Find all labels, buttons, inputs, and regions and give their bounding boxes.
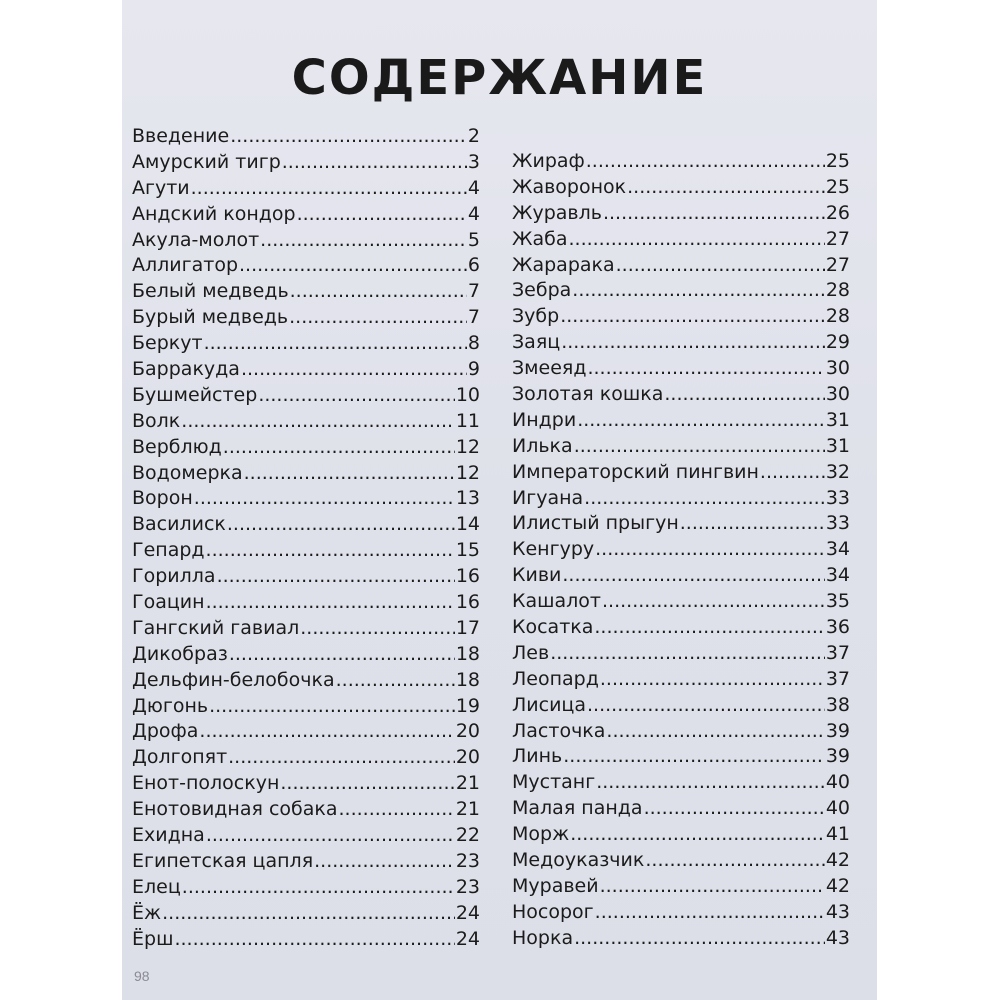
toc-entry [132,254,480,280]
toc-entry [512,616,850,642]
book-page [122,0,877,1000]
dot-leader [336,669,455,691]
dot-leader [194,487,455,509]
toc-entry-title: Ёж [132,901,162,924]
toc-entry [512,797,850,823]
toc-entry-title: Муравей [512,874,599,897]
dot-leader [258,384,455,406]
toc-entry-title: Ехидна [132,824,205,847]
toc-entry [512,590,850,616]
toc-entry [512,305,850,331]
dot-leader [239,254,467,276]
toc-entry-title: Енот-полоскун [132,772,280,795]
toc-entry [132,539,480,565]
dot-leader [587,357,824,379]
toc-entry-page: 7 [467,280,480,303]
toc-entry-page: 24 [455,901,480,924]
toc-entry [132,436,480,462]
dot-leader [570,823,825,845]
toc-entry-title: Кенгуру [512,538,595,561]
toc-entry [132,177,480,203]
toc-entry [512,901,850,927]
toc-entry [132,384,480,410]
dot-leader [244,462,455,484]
toc-entry-page: 32 [825,460,850,483]
toc-entry-page: 25 [825,175,850,198]
toc-entry-title: Акула-молот [132,228,260,251]
toc-entry [132,462,480,488]
toc-entry-title: Введение [132,125,230,147]
toc-entry-page: 28 [825,305,850,328]
dot-leader [568,228,824,250]
dot-leader [290,280,467,302]
toc-entry-title: Енотовидная собака [132,798,338,821]
toc-entry-page: 3 [467,150,480,173]
dot-leader [680,512,825,534]
toc-entry-page: 43 [825,900,850,923]
toc-entry-page: 37 [825,641,850,664]
toc-entry-page: 19 [455,694,480,717]
toc-entry-title: Жаворонок [512,175,627,198]
toc-entry-page: 34 [825,538,850,561]
toc-entry-page: 33 [825,512,850,535]
toc-entry [512,512,850,538]
dot-leader [645,849,824,871]
toc-entry-title: Илистый прыгун [512,512,679,535]
toc-entry-page: 31 [825,408,850,431]
toc-entry [512,564,850,590]
toc-entry-title: Дюгонь [132,694,209,717]
toc-entry-page: 7 [467,306,480,329]
toc-entry-title: Жарарака [512,253,615,276]
toc-entry-title: Амурский тигр [132,150,281,173]
toc-entry-title: Беркут [132,332,203,355]
toc-entry-title: Мустанг [512,771,596,794]
toc-entry-page: 31 [825,434,850,457]
toc-entry-page: 40 [825,771,850,794]
dot-leader [562,564,824,586]
dot-leader [600,668,825,690]
toc-entry [132,125,480,151]
toc-entry-page: 26 [825,201,850,224]
toc-entry [132,643,480,669]
dot-leader [760,461,825,483]
dot-leader [209,695,455,717]
toc-entry-page: 40 [825,797,850,820]
toc-entry-title: Барракуда [132,358,240,381]
toc-entry [512,254,850,280]
toc-entry-title: Носорог [512,900,594,923]
toc-entry-page: 12 [455,435,480,458]
toc-entry [132,487,480,513]
toc-entry-page: 11 [455,409,480,432]
toc-entry-page: 27 [825,227,850,250]
toc-entry-page: 10 [455,383,480,406]
toc-entry-page: 16 [455,565,480,588]
toc-entry-page: 20 [455,720,480,743]
dot-leader [223,436,455,458]
dot-leader [280,772,454,794]
dot-leader [602,590,825,612]
toc-entry-title: Верблюд [132,435,222,458]
dot-leader [586,150,825,172]
dot-leader [600,875,825,897]
toc-entry [512,745,850,771]
toc-entry [132,669,480,695]
dot-leader [204,332,467,354]
toc-entry-page: 9 [467,358,480,381]
toc-entry [512,357,850,383]
toc-entry [132,358,480,384]
toc-entry [512,823,850,849]
toc-entry-page: 28 [825,279,850,302]
toc-entry-title: Ворон [132,487,193,510]
toc-entry-page: 23 [455,849,480,872]
toc-entry [512,927,850,953]
toc-entry [132,229,480,255]
toc-entry [132,591,480,617]
dot-leader [563,745,825,767]
toc-entry-title: Норка [512,926,574,949]
page-title: СОДЕРЖАНИЕ [291,50,708,107]
dot-leader [162,902,455,924]
dot-leader [596,771,825,793]
toc-entry [132,617,480,643]
toc-entry-title: Змееяд [512,357,587,380]
toc-entry-title: Водомерка [132,461,243,484]
dot-leader [577,409,825,431]
dot-leader [206,539,455,561]
toc-entry-page: 18 [455,642,480,665]
toc-entry-page: 34 [825,564,850,587]
dot-leader [314,850,455,872]
dot-leader [297,203,467,225]
toc-entry-title: Гангский гавиал [132,616,300,639]
toc-entry [132,332,480,358]
toc-entry [512,668,850,694]
toc-entry-title: Ласточка [512,719,606,742]
toc-entry-page: 30 [825,357,850,380]
toc-entry-title: Малая панда [512,797,643,820]
toc-entry-title: Елец [132,875,181,898]
toc-entry-title: Зубр [512,305,560,328]
toc-entry-title: Бурый медведь [132,306,289,329]
dot-leader [289,306,467,328]
dot-leader [174,928,454,950]
toc-entry-page: 39 [825,745,850,768]
toc-entry [512,202,850,228]
toc-entry [512,435,850,461]
toc-entry-page: 43 [825,926,850,949]
dot-leader [572,279,825,301]
toc-entry-page: 16 [455,591,480,614]
toc-entry-page: 30 [825,383,850,406]
toc-entry-page: 6 [467,254,480,277]
toc-entry-page: 35 [825,590,850,613]
toc-entry-title: Василиск [132,513,226,536]
page-number: 98 [134,968,150,984]
toc-entry-title: Заяц [512,331,561,354]
toc-entry [512,228,850,254]
dot-leader [550,642,825,664]
toc-entry-title: Бушмейстер [132,383,258,406]
toc-entry-page: 12 [455,461,480,484]
toc-entry [132,928,480,954]
toc-entry [512,409,850,435]
dot-leader [339,798,455,820]
toc-entry [132,151,480,177]
toc-entry [512,642,850,668]
dot-leader [664,383,824,405]
toc-entry-page: 42 [825,874,850,897]
toc-entry-title: Жаба [512,227,568,250]
toc-entry-page: 33 [825,486,850,509]
dot-leader [644,797,825,819]
dot-leader [199,720,454,742]
toc-column-left [132,125,480,954]
toc-entry-page: 36 [825,616,850,639]
dot-leader [627,176,825,198]
toc-entry-title: Игуана [512,486,584,509]
toc-entry [512,875,850,901]
toc-entry-page: 8 [467,332,480,355]
toc-entry [512,771,850,797]
toc-entry-page: 39 [825,719,850,742]
dot-leader [217,565,455,587]
dot-leader [603,202,825,224]
dot-leader [260,229,467,251]
toc-entry-title: Дельфин-белобочка [132,668,335,691]
toc-entry-title: Морж [512,823,570,846]
toc-entry-title: Андский кондор [132,202,296,225]
dot-leader [574,435,825,457]
dot-leader [230,125,467,147]
dot-leader [228,746,455,768]
toc-entry-title: Императорский пингвин [512,460,759,483]
dot-leader [574,927,825,949]
toc-entry-page: 41 [825,823,850,846]
dot-leader [606,720,824,742]
dot-leader [560,305,825,327]
toc-entry [132,695,480,721]
dot-leader [587,694,825,716]
toc-entry-title: Волк [132,409,181,432]
dot-leader [595,901,825,923]
toc-entry-page: 24 [455,927,480,950]
toc-entry-title: Косатка [512,616,594,639]
toc-entry-page: 4 [467,176,480,199]
dot-leader [206,591,455,613]
toc-entry-page: 17 [455,616,480,639]
toc-entry [512,150,850,176]
toc-entry-title: Линь [512,745,563,768]
toc-entry [132,720,480,746]
toc-entry [132,280,480,306]
dot-leader [282,151,467,173]
toc-entry [132,513,480,539]
dot-leader [191,177,467,199]
toc-entry-page: 21 [455,798,480,821]
toc-entry-title: Медоуказчик [512,849,645,872]
toc-entry [132,746,480,772]
toc-entry-page: 5 [467,228,480,251]
toc-entry-page: 21 [455,772,480,795]
toc-entry [132,824,480,850]
toc-entry-title: Индри [512,408,577,431]
toc-entry [512,279,850,305]
toc-entry-title: Гоацин [132,591,205,614]
toc-entry-title: Зебра [512,279,572,302]
dot-leader [227,513,455,535]
dot-leader [595,538,825,560]
dot-leader [182,876,455,898]
toc-entry [512,331,850,357]
dot-leader [561,331,825,353]
dot-leader [241,358,467,380]
toc-entry [512,720,850,746]
toc-entry-title: Гепард [132,539,205,562]
toc-entry-title: Ёрш [132,927,174,950]
toc-entry [132,876,480,902]
dot-leader [229,643,455,665]
toc-entry [512,694,850,720]
dot-leader [181,410,455,432]
toc-entry-page: 25 [825,150,850,172]
toc-entry [132,306,480,332]
toc-entry-page: 4 [467,202,480,225]
toc-entry-title: Горилла [132,565,216,588]
toc-entry [512,176,850,202]
toc-entry [512,487,850,513]
toc-entry-page: 37 [825,667,850,690]
toc-entry-page: 14 [455,513,480,536]
toc-entry-title: Дикобраз [132,642,228,665]
toc-entry-title: Лисица [512,693,587,716]
toc-entry-page: 29 [825,331,850,354]
toc-entry [512,383,850,409]
dot-leader [616,254,825,276]
dot-leader [594,616,824,638]
toc-entry-title: Киви [512,564,562,587]
toc-entry-page: 22 [455,824,480,847]
toc-entry [132,565,480,591]
toc-entry-title: Жираф [512,150,585,172]
toc-entry-page: 42 [825,849,850,872]
toc-entry-page: 18 [455,668,480,691]
toc-entry-page: 38 [825,693,850,716]
toc-entry [132,410,480,436]
toc-entry-page: 15 [455,539,480,562]
toc-entry-title: Аллигатор [132,254,239,277]
toc-entry [512,849,850,875]
toc-entry-page: 13 [455,487,480,510]
toc-entry-title: Журавль [512,201,602,224]
toc-entry-title: Долгопят [132,746,228,769]
toc-entry [132,203,480,229]
toc-entry-title: Кашалот [512,590,601,613]
toc-entry-title: Египетская цапля [132,849,314,872]
toc-entry-title: Белый медведь [132,280,289,303]
toc-entry-page: 20 [455,746,480,769]
toc-entry-page: 27 [825,253,850,276]
toc-entry-title: Илька [512,434,573,457]
toc-column-right [512,150,850,953]
toc-entry-title: Дрофа [132,720,199,743]
dot-leader [300,617,455,639]
dot-leader [206,824,455,846]
toc-entry-title: Лев [512,641,550,664]
toc-entry-page: 2 [467,125,480,147]
toc-entry-title: Агути [132,176,190,199]
toc-entry [132,850,480,876]
dot-leader [584,487,825,509]
toc-entry [132,798,480,824]
toc-entry [132,902,480,928]
toc-entry-title: Золотая кошка [512,383,664,406]
toc-entry-page: 23 [455,875,480,898]
toc-entry [512,461,850,487]
toc-entry-title: Леопард [512,667,599,690]
toc-entry [132,772,480,798]
toc-entry [512,538,850,564]
